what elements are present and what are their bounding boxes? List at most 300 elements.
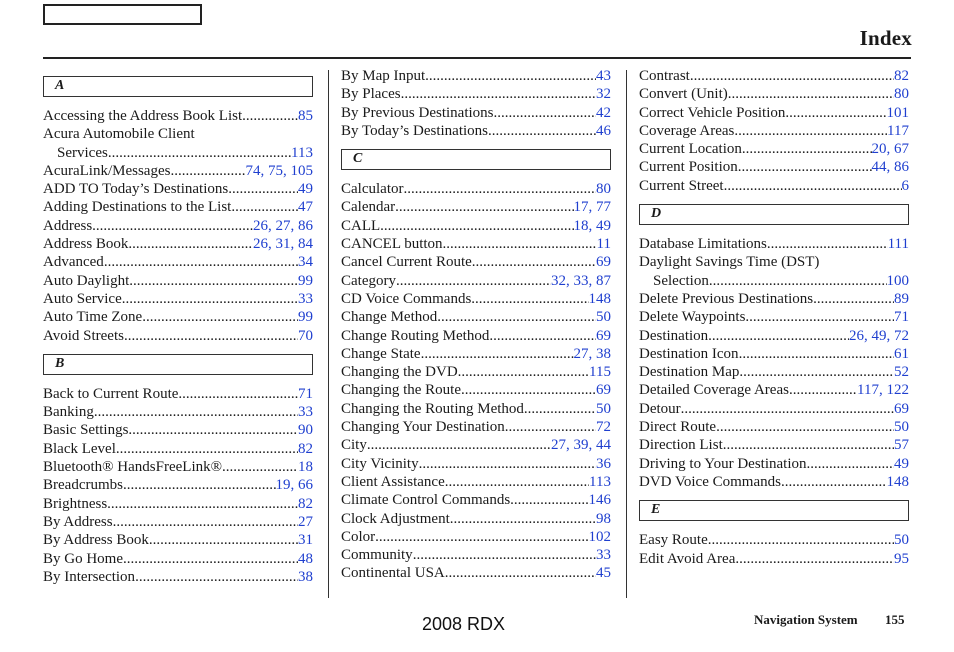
index-entry-term: Detailed Coverage Areas	[639, 382, 789, 399]
page-reference-link[interactable]: 18	[298, 459, 313, 476]
index-entry-term: Continental USA	[341, 565, 445, 582]
page-reference-link[interactable]: 46	[596, 122, 611, 139]
dot-leader	[785, 104, 886, 122]
page-reference-link[interactable]: 17, 77	[573, 199, 611, 216]
index-entry-term: Color	[341, 528, 376, 545]
page-reference-link[interactable]: 31	[298, 532, 313, 549]
index-entry-term: Direct Route	[639, 419, 717, 436]
page-reference-link[interactable]: 27	[298, 513, 313, 530]
index-entry	[341, 85, 611, 103]
page-reference-link[interactable]: 20, 67	[871, 141, 909, 158]
page-reference-link[interactable]: 52	[894, 364, 909, 381]
index-entry-term: Change Routing Method	[341, 327, 490, 344]
dot-leader	[123, 550, 298, 568]
index-entry	[341, 180, 611, 198]
page-reference-link[interactable]: 95	[894, 550, 909, 567]
dot-leader	[375, 528, 588, 546]
page-title: Index	[859, 26, 912, 50]
index-entry	[43, 568, 313, 586]
dot-leader	[445, 564, 596, 582]
section-letter: A	[55, 78, 65, 93]
index-entry-term: Back to Current Route	[43, 385, 179, 402]
index-column-3	[639, 67, 909, 568]
index-entry	[43, 217, 313, 235]
page-reference-link[interactable]: 148	[588, 290, 611, 307]
dot-leader	[135, 568, 298, 586]
index-entry	[341, 528, 611, 546]
dot-leader	[458, 363, 589, 381]
index-entry-term: By Address	[43, 513, 113, 530]
index-entry-term: Changing Your Destination	[341, 419, 505, 436]
dot-leader	[122, 290, 298, 308]
index-entry-term: CD Voice Commands	[341, 290, 472, 307]
index-entry	[639, 140, 909, 158]
index-entry	[341, 290, 611, 308]
dot-leader	[231, 198, 298, 216]
page-reference-link[interactable]: 89	[894, 290, 909, 307]
dot-leader	[505, 418, 596, 436]
index-entry-term: Advanced	[43, 254, 104, 271]
dot-leader	[395, 198, 573, 216]
index-entry-term: Auto Service	[43, 290, 122, 307]
index-entry-term: Banking	[43, 404, 94, 421]
page-reference-link[interactable]: 70	[298, 327, 313, 344]
index-entry-term: Driving to Your Destination	[639, 455, 807, 472]
page-reference-link[interactable]: 113	[589, 473, 611, 490]
index-entry	[341, 104, 611, 122]
page-reference-link[interactable]: 34	[298, 254, 313, 271]
dot-leader	[367, 436, 551, 454]
page-reference-link[interactable]: 26, 31, 84	[253, 236, 313, 253]
page-reference-link[interactable]: 113	[291, 144, 313, 161]
page-reference-link[interactable]: 117	[887, 122, 909, 139]
page-reference-link[interactable]: 90	[298, 422, 313, 439]
index-entry	[639, 455, 909, 473]
index-entry	[341, 217, 611, 235]
dot-leader	[739, 345, 894, 363]
page-reference-link[interactable]: 49	[298, 181, 313, 198]
index-entry-term: Database Limitations	[639, 236, 767, 253]
page-reference-link[interactable]: 69	[596, 254, 611, 271]
dot-leader	[94, 403, 298, 421]
dot-leader	[178, 385, 298, 403]
index-entry-term: By Today’s Destinations	[341, 122, 489, 139]
page-reference-link[interactable]: 148	[886, 473, 909, 490]
page-reference-link[interactable]: 27, 39, 44	[551, 437, 611, 454]
index-entry	[43, 513, 313, 531]
page-reference-link[interactable]: 72	[596, 419, 611, 436]
index-entry	[43, 308, 313, 326]
index-entry	[341, 345, 611, 363]
index-entry-term: Current Location	[639, 141, 742, 158]
page-reference-link[interactable]: 115	[589, 364, 611, 381]
index-entry-term: By Places	[341, 86, 401, 103]
section-letter-box-a	[43, 76, 313, 97]
index-entry	[43, 327, 313, 345]
page-reference-link[interactable]: 26, 49, 72	[849, 327, 909, 344]
index-entry	[341, 363, 611, 381]
dot-leader	[242, 107, 298, 125]
dot-leader	[488, 122, 596, 140]
index-entry	[341, 327, 611, 345]
index-entry	[639, 400, 909, 418]
dot-leader	[129, 272, 298, 290]
index-entry-term: City Vicinity	[341, 455, 419, 472]
page-reference-link[interactable]: 82	[298, 440, 313, 457]
page-reference-link[interactable]: 33	[298, 290, 313, 307]
index-entry	[43, 385, 313, 403]
index-entry-term: Cancel Current Route	[341, 254, 472, 271]
index-entry	[341, 491, 611, 509]
index-entry-term: Convert (Unit)	[639, 86, 728, 103]
section-letter-box-b	[43, 354, 313, 375]
dot-leader	[445, 473, 589, 491]
index-entry	[341, 400, 611, 418]
dot-leader	[123, 476, 276, 494]
index-entry	[639, 235, 909, 253]
index-entry	[43, 180, 313, 198]
page-reference-link[interactable]: 57	[894, 437, 909, 454]
index-entry	[341, 455, 611, 473]
index-entry-term: Destination	[639, 327, 709, 344]
dot-leader	[425, 67, 596, 85]
index-entry-term: Client Assistance	[341, 473, 445, 490]
column-divider	[328, 70, 329, 598]
page-reference-link[interactable]: 42	[596, 104, 611, 121]
dot-leader	[735, 550, 894, 568]
index-entry	[639, 327, 909, 345]
index-entry	[341, 510, 611, 528]
dot-leader	[228, 180, 298, 198]
index-entry-term: Direction List	[639, 437, 723, 454]
index-entry-term: By Previous Destinations	[341, 104, 494, 121]
index-entry	[639, 550, 909, 568]
index-entry	[43, 253, 313, 271]
dot-leader	[437, 308, 596, 326]
section-letter-box-c	[341, 149, 611, 170]
page-reference-link[interactable]: 45	[596, 565, 611, 582]
index-entry	[639, 473, 909, 491]
index-entry-term: Contrast	[639, 68, 690, 84]
dot-leader	[510, 491, 588, 509]
dot-leader	[222, 458, 298, 476]
index-entry	[639, 272, 909, 290]
index-entry-term: ADD TO Today’s Destinations	[43, 181, 229, 198]
page-reference-link[interactable]: 82	[894, 68, 909, 84]
page-reference-link[interactable]: 71	[894, 309, 909, 326]
index-entry	[341, 381, 611, 399]
index-entry	[639, 418, 909, 436]
index-entry-term: Changing the Route	[341, 382, 461, 399]
index-entry	[43, 550, 313, 568]
index-entry	[43, 476, 313, 494]
page-reference-link[interactable]: 102	[588, 528, 611, 545]
dot-leader	[708, 327, 849, 345]
index-entry	[341, 436, 611, 454]
index-entry-term: Brightness	[43, 495, 108, 512]
dot-leader	[739, 363, 894, 381]
index-entry-term: DVD Voice Commands	[639, 473, 781, 490]
page-reference-link[interactable]: 36	[596, 455, 611, 472]
dot-leader	[413, 546, 596, 564]
index-entry	[43, 272, 313, 290]
index-entry-term: Breadcrumbs	[43, 477, 123, 494]
index-entry-term: Calculator	[341, 181, 404, 198]
dot-leader	[494, 104, 597, 122]
dot-leader	[396, 272, 551, 290]
index-entry	[43, 144, 313, 162]
dot-leader	[708, 531, 894, 549]
section-letter: D	[651, 206, 662, 222]
index-entry-term: Delete Waypoints	[639, 309, 746, 326]
index-entry	[341, 473, 611, 491]
dot-leader	[401, 85, 596, 103]
index-entry	[341, 122, 611, 140]
dot-leader	[92, 217, 253, 235]
index-entry	[639, 308, 909, 326]
page-reference-link[interactable]: 32, 33, 87	[551, 272, 611, 289]
index-column-2	[341, 67, 611, 583]
index-entry	[639, 67, 909, 85]
index-entry-term: Basic Settings	[43, 422, 129, 439]
index-entry	[639, 381, 909, 399]
page-reference-link[interactable]: 117, 122	[857, 382, 909, 399]
dot-leader	[471, 290, 588, 308]
index-entry-term: Current Position	[639, 159, 738, 176]
dot-leader	[734, 122, 887, 140]
index-entry-term: Selection	[653, 272, 709, 289]
dot-leader	[403, 180, 596, 198]
dot-leader	[681, 400, 894, 418]
index-entry	[639, 122, 909, 140]
header-tab-box	[43, 4, 202, 25]
page-reference-link[interactable]: 71	[298, 385, 313, 402]
dot-leader	[472, 253, 596, 271]
page-reference-link[interactable]: 99	[298, 272, 313, 289]
index-entry-term: By Map Input	[341, 68, 426, 84]
dot-leader	[104, 253, 298, 271]
index-entry-term: Daylight Savings Time (DST)	[639, 254, 820, 271]
header-rule	[43, 57, 911, 59]
page-reference-link[interactable]: 6	[901, 177, 909, 194]
page-reference-link[interactable]: 146	[588, 492, 611, 509]
index-entry-term: Clock Adjustment	[341, 510, 450, 527]
index-column-1	[43, 67, 313, 586]
index-entry	[43, 421, 313, 439]
page-reference-link[interactable]: 48	[298, 550, 313, 567]
page-reference-link[interactable]: 80	[596, 181, 611, 198]
page-reference-link[interactable]: 99	[298, 309, 313, 326]
dot-leader	[716, 418, 894, 436]
vehicle-model: 2008 RDX	[422, 614, 506, 634]
dot-leader	[489, 327, 596, 345]
page-reference-link[interactable]: 82	[298, 495, 313, 512]
index-entry	[43, 531, 313, 549]
dot-leader	[149, 531, 298, 549]
dot-leader	[807, 455, 894, 473]
section-letter: E	[651, 502, 661, 518]
dot-leader	[709, 272, 887, 290]
page-reference-link[interactable]: 85	[298, 108, 313, 124]
dot-leader	[742, 140, 872, 158]
index-entry-term: Climate Control Commands	[341, 492, 511, 509]
index-entry-term: Delete Previous Destinations	[639, 290, 814, 307]
page-reference-link[interactable]: 69	[596, 327, 611, 344]
index-entry-term: Accessing the Address Book List	[43, 108, 243, 124]
index-entry-term: Change Method	[341, 309, 438, 326]
index-entry-term: By Address Book	[43, 532, 149, 549]
dot-leader	[690, 67, 894, 85]
page-reference-link[interactable]: 32	[596, 86, 611, 103]
page-reference-link[interactable]: 61	[894, 345, 909, 362]
footer-section-name: Navigation System	[754, 612, 858, 627]
page-reference-link[interactable]: 101	[886, 104, 909, 121]
index-entry	[43, 403, 313, 421]
page-reference-link[interactable]: 80	[894, 86, 909, 103]
index-entry	[43, 198, 313, 216]
index-entry-term: Category	[341, 272, 396, 289]
index-entry-term: Changing the Routing Method	[341, 400, 524, 417]
index-entry-term: Change State	[341, 345, 421, 362]
page-reference-link[interactable]: 50	[894, 419, 909, 436]
section-letter-box-e	[639, 500, 909, 521]
page-reference-link[interactable]: 44, 86	[871, 159, 909, 176]
index-entry-term: Detour	[639, 400, 681, 417]
dot-leader	[421, 345, 574, 363]
page-reference-link[interactable]: 43	[596, 68, 611, 84]
dot-leader	[128, 421, 298, 439]
index-entry-term: Destination Icon	[639, 345, 739, 362]
dot-leader	[723, 436, 894, 454]
dot-leader	[170, 162, 245, 180]
page-reference-link[interactable]: 69	[894, 400, 909, 417]
index-entry	[43, 495, 313, 513]
page-number: 155	[885, 612, 905, 627]
index-entry-term: AcuraLink/Messages	[43, 162, 171, 179]
index-entry-term: Coverage Areas	[639, 122, 735, 139]
dot-leader	[789, 381, 857, 399]
index-entry	[341, 546, 611, 564]
dot-leader	[738, 158, 872, 176]
page-reference-link[interactable]: 33	[298, 404, 313, 421]
page-reference-link[interactable]: 49	[894, 455, 909, 472]
index-entry-term: Address	[43, 217, 93, 234]
index-entry	[639, 363, 909, 381]
index-entry	[43, 458, 313, 476]
dot-leader	[745, 308, 894, 326]
page-reference-link[interactable]: 69	[596, 382, 611, 399]
page-reference-link[interactable]: 100	[886, 272, 909, 289]
dot-leader	[813, 290, 894, 308]
dot-leader	[107, 495, 298, 513]
index-entry-term: Services	[57, 144, 108, 161]
page-reference-link[interactable]: 111	[887, 236, 909, 253]
section-letter: B	[55, 355, 65, 371]
page-reference-link[interactable]: 27, 38	[573, 345, 611, 362]
dot-leader	[728, 85, 894, 103]
index-entry-term: By Intersection	[43, 568, 136, 585]
dot-leader	[124, 327, 298, 345]
index-entry	[639, 85, 909, 103]
index-entry	[341, 253, 611, 271]
page-reference-link[interactable]: 26, 27, 86	[253, 217, 313, 234]
index-entry-term: Address Book	[43, 236, 129, 253]
page-reference-link[interactable]: 19, 66	[275, 477, 313, 494]
index-entry	[43, 107, 313, 125]
page-reference-link[interactable]: 33	[596, 547, 611, 564]
index-entry-term: Adding Destinations to the List	[43, 199, 232, 216]
page-reference-link[interactable]: 50	[596, 400, 611, 417]
dot-leader	[781, 473, 887, 491]
index-entry-term: City	[341, 437, 367, 454]
index-entry	[639, 290, 909, 308]
dot-leader	[724, 177, 902, 195]
page-reference-link[interactable]: 47	[298, 199, 313, 216]
index-entry	[639, 531, 909, 549]
index-entry	[639, 158, 909, 176]
index-entry-term: Edit Avoid Area	[639, 550, 736, 567]
column-divider	[626, 70, 627, 598]
dot-leader	[108, 144, 291, 162]
index-entry-term: Auto Time Zone	[43, 309, 143, 326]
index-entry	[43, 440, 313, 458]
dot-leader	[128, 235, 253, 253]
index-entry	[341, 308, 611, 326]
index-entry-term: Avoid Streets	[43, 327, 124, 344]
index-entry	[341, 564, 611, 582]
index-entry	[639, 104, 909, 122]
dot-leader	[443, 235, 597, 253]
dot-leader	[524, 400, 596, 418]
page-reference-link[interactable]: 74, 75, 105	[245, 162, 313, 179]
index-entry-term: Auto Daylight	[43, 272, 130, 289]
index-entry-term: Calendar	[341, 199, 396, 216]
dot-leader	[116, 440, 298, 458]
index-entry-term: Changing the DVD	[341, 364, 458, 381]
page-reference-link[interactable]: 38	[298, 568, 313, 585]
index-entry-term: CANCEL button	[341, 236, 443, 253]
dot-leader	[419, 455, 596, 473]
dot-leader	[142, 308, 298, 326]
index-entry-term: Correct Vehicle Position	[639, 104, 786, 121]
index-entry	[639, 177, 909, 195]
index-entry	[341, 198, 611, 216]
index-entry	[43, 162, 313, 180]
index-entry-term: Current Street	[639, 177, 724, 194]
section-letter: C	[353, 151, 363, 167]
dot-leader	[461, 381, 596, 399]
page-reference-link[interactable]: 50	[596, 309, 611, 326]
index-entry	[43, 290, 313, 308]
index-entry-term: Community	[341, 547, 413, 564]
page-reference-link[interactable]: 98	[596, 510, 611, 527]
page-reference-link[interactable]: 18, 49	[573, 217, 611, 234]
page-reference-link[interactable]: 11	[596, 236, 611, 253]
page-reference-link[interactable]: 50	[894, 532, 909, 549]
index-entry-term: By Go Home	[43, 550, 123, 567]
index-entry	[43, 235, 313, 253]
index-entry-term: Easy Route	[639, 532, 708, 549]
index-entry-term: Bluetooth® HandsFreeLink®	[43, 459, 223, 476]
index-entry-term: Black Level	[43, 440, 116, 457]
index-entry	[639, 345, 909, 363]
index-entry-term: Acura Automobile Client	[43, 126, 195, 143]
dot-leader	[767, 235, 888, 253]
index-entry	[341, 272, 611, 290]
index-entry-term: Destination Map	[639, 364, 740, 381]
index-entry	[341, 418, 611, 436]
dot-leader	[450, 510, 596, 528]
